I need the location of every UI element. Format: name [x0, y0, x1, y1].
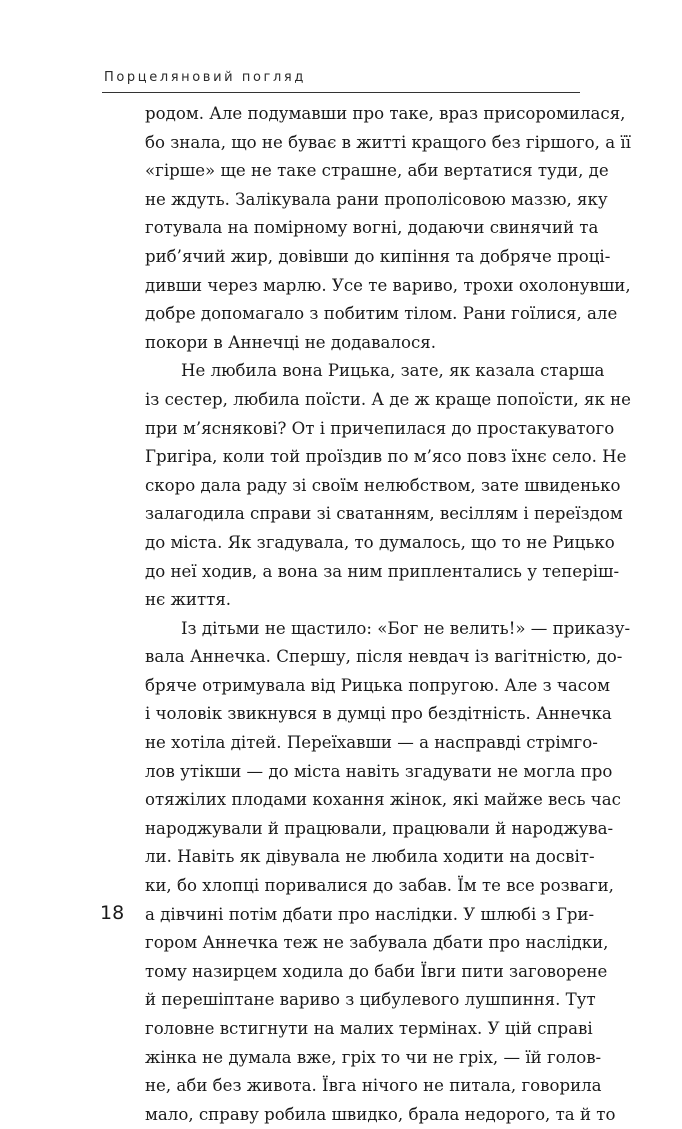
- text-line: вала Аннечка. Спершу, після невдач із вагітністю, до-: [145, 647, 623, 667]
- text-line: мало, справу робила швидко, брала недорого, та й то: [145, 1104, 616, 1124]
- text-line: скоро дала раду зі своїм нелюбством, зате швиденько: [145, 475, 621, 495]
- text-line: народжували й працювали, працювали й народжува-: [145, 818, 614, 838]
- text-line: Григіра, коли той проїздив по м’ясо повз їхнє село. Не: [145, 447, 627, 467]
- text-line: бо знала, що не буває в житті кращого без гіршого, а її: [145, 132, 631, 152]
- text-line: бряче отримувала від Рицька попругою. Але з часом: [145, 675, 610, 695]
- text-line: тому назирцем ходила до баби Ївги пити заговорене: [145, 961, 608, 981]
- text-line: ки, бо хлопці поривалися до забав. Їм те все розваги,: [145, 876, 614, 896]
- book-title: Порцеляновий погляд: [104, 70, 306, 85]
- paragraph: [145, 357, 631, 614]
- text-line: не, аби без живота. Ївга нічого не питала, говорила: [145, 1076, 602, 1096]
- text-line: до міста. Як згадувала, то думалось, що то не Рицько: [145, 532, 615, 552]
- text-line: не хотіла дітей. Переїхавши — а насправді стрімго-: [145, 733, 598, 753]
- text-line: отяжілих плодами кохання жінок, які майже весь час: [145, 790, 621, 810]
- text-line: гором Аннечка теж не забувала дбати про наслідки,: [145, 933, 609, 953]
- text-line: і чоловік звикнувся в думці про бездітність. Аннечка: [145, 704, 612, 724]
- text-line: дивши через марлю. Усе те вариво, трохи охолонувши,: [145, 275, 631, 295]
- text-line: добре допомагало з побитим тілом. Рани гоїлися, але: [145, 304, 618, 324]
- running-head: [102, 70, 580, 93]
- text-line: родом. Але подумавши про таке, враз присоромилася,: [145, 104, 626, 123]
- paragraph: [145, 100, 631, 357]
- text-line: риб’ячий жир, довівши до кипіння та добряче проці-: [145, 246, 611, 266]
- page-number: 18: [100, 902, 125, 924]
- text-line: ли. Навіть як дівувала не любила ходити на досвіт-: [145, 847, 595, 867]
- text-line: при м’яснякові? От і причепилася до простакуватого: [145, 418, 615, 438]
- text-line: головне встигнути на малих термінах. У цій справі: [145, 1019, 593, 1038]
- text-line: готувала на помірному вогні, додаючи свинячий та: [145, 218, 599, 238]
- text-line: а дівчині потім дбати про наслідки. У шлюбі з Гри-: [145, 904, 595, 924]
- text-line: залагодила справи зі сватанням, весіллям і переїздом: [145, 504, 623, 524]
- text-line: із сестер, любила поїсти. А де ж краще попоїсти, як не: [145, 389, 631, 409]
- text-line: Не любила вона Рицька, зате, як казала старша: [181, 361, 605, 381]
- text-line: жінка не думала вже, гріх то чи не гріх, — їй голов-: [145, 1047, 602, 1067]
- text-line: нє життя.: [145, 590, 232, 610]
- text-line: «гірше» ще не таке страшне, аби вертатися туди, де: [145, 161, 609, 181]
- text-line: й перешіптане вариво з цибулевого лушпиння. Тут: [145, 990, 596, 1010]
- text-line: до неї ходив, а вона за ним приплентались у теперіш-: [145, 561, 620, 581]
- text-line: покори в Аннечці не додавалося.: [145, 332, 436, 352]
- text-line: не ждуть. Залікувала рани прополісовою маззю, яку: [145, 189, 608, 209]
- paragraph: [145, 615, 631, 1129]
- text-line: Із дітьми не щастило: «Бог не велить!» — приказу-: [181, 618, 631, 638]
- text-line: лов утікши — до міста навіть згадувати не могла про: [145, 761, 613, 781]
- body-text: [145, 100, 631, 1129]
